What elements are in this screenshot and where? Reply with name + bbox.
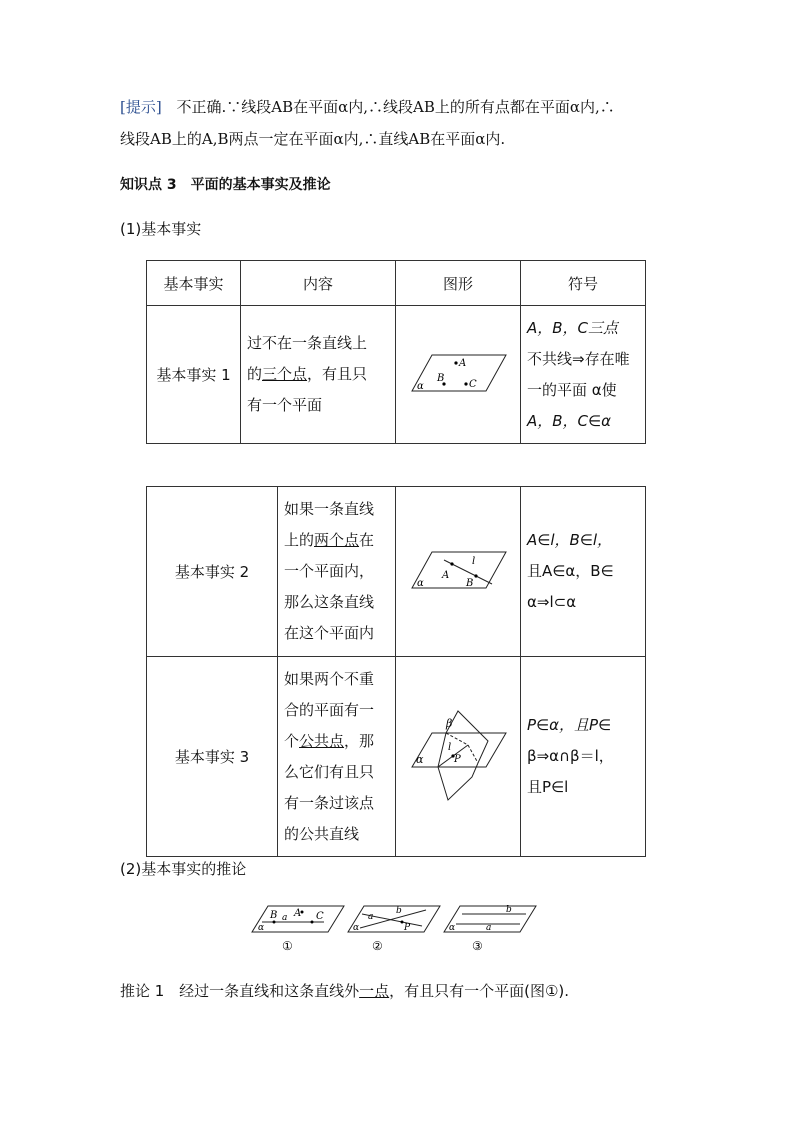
svg-text:a: a [368, 912, 374, 922]
plane-three-points-figure [408, 351, 508, 395]
symbol-line: A∈l，B∈l， [527, 531, 613, 549]
content-line: 个公共点，那 [284, 731, 375, 750]
svg-text:l: l [448, 741, 452, 753]
corollary-1 [120, 980, 569, 1001]
corollary-figure-2 [348, 906, 440, 953]
section-title: 知识点 3 平面的基本事实及推论 [120, 177, 331, 193]
content-line: 如果两个不重 [284, 669, 375, 688]
table-row [147, 657, 646, 857]
fact-3-figure [396, 657, 521, 857]
corollary-figure-3 [444, 905, 536, 953]
fact-1-figure [396, 306, 521, 444]
symbol-line: A，B，C三点 [527, 318, 619, 337]
hint-line-2: 线段AB上的A,B两点一定在平面α内,∴直线AB在平面α内. [120, 130, 506, 148]
basic-facts-table-2 [146, 486, 646, 857]
svg-text:α: α [353, 923, 360, 933]
corollary-figures [250, 900, 540, 956]
svg-text:B: B [270, 910, 278, 921]
svg-text:a: a [282, 913, 288, 923]
symbol-line: P∈α，且P∈ [527, 716, 612, 734]
content-line: 合的平面有一 [284, 700, 375, 719]
table-header-row [147, 261, 646, 306]
svg-text:α: α [416, 752, 424, 766]
svg-text:α: α [258, 923, 265, 933]
svg-text:B: B [466, 577, 474, 589]
svg-text:A: A [459, 357, 467, 369]
fact-2-symbol [521, 487, 646, 657]
symbol-line: 且A∈α，B∈ [527, 562, 614, 580]
corollary-1-text-end: ，有且只有一个平面(图①). [389, 982, 570, 1000]
svg-text:③: ③ [472, 939, 483, 953]
svg-text:②: ② [372, 939, 383, 953]
fact-1-name: 基本事实 1 [147, 306, 241, 444]
fact-2-figure [396, 487, 521, 657]
part2-title: (2)基本事实的推论 [120, 860, 247, 878]
content-line: 过不在一条直线上 [247, 334, 368, 352]
fact-1-symbol [521, 306, 646, 444]
svg-text:B: B [437, 372, 445, 384]
fact-3-content [278, 657, 396, 857]
content-line: 有一条过该点 [284, 793, 375, 812]
content-line: 一个平面内， [284, 562, 375, 580]
table-row [147, 306, 646, 444]
basic-facts-table-1 [146, 260, 646, 444]
header-figure: 图形 [396, 261, 521, 306]
corollary-1-underlined: 一点 [359, 982, 390, 1000]
header-content: 内容 [241, 261, 396, 306]
hint-text-1: 不正确.∵线段AB在平面α内,∴线段AB上的所有点都在平面α内,∴ [176, 98, 615, 116]
header-symbol: 符号 [521, 261, 646, 306]
svg-text:A: A [442, 569, 450, 581]
svg-text:l: l [472, 555, 476, 567]
svg-text:①: ① [282, 939, 293, 953]
content-line: 上的两个点在 [284, 531, 375, 549]
two-planes-figure [408, 705, 508, 805]
symbol-line: 不共线⇒存在唯 [527, 349, 630, 368]
svg-text:α: α [449, 923, 456, 933]
table-row [147, 487, 646, 657]
fact-2-content [278, 487, 396, 657]
symbol-line: A，B，C∈α [527, 411, 611, 430]
hint-tag: [提示] [120, 98, 162, 116]
fact-1-content [241, 306, 396, 444]
header-name: 基本事实 [147, 261, 241, 306]
corollary-1-label: 推论 1 [120, 982, 165, 1000]
fact-2-name: 基本事实 2 [147, 487, 278, 657]
svg-text:b: b [506, 905, 512, 915]
svg-text:α: α [417, 380, 424, 392]
svg-text:β: β [446, 716, 453, 730]
content-line: 那么这条直线 [284, 593, 375, 611]
hint-line-1 [120, 96, 615, 117]
fact-3-name: 基本事实 3 [147, 657, 278, 857]
svg-text:P: P [454, 753, 461, 765]
svg-text:b: b [396, 906, 402, 916]
content-line: 有一个平面 [247, 396, 323, 414]
content-line: 的公共直线 [284, 824, 360, 843]
svg-text:A: A [294, 908, 302, 919]
corollary-figure-1 [252, 906, 344, 953]
svg-text:C: C [469, 378, 477, 390]
symbol-line: 且P∈l [527, 778, 569, 796]
svg-text:a: a [486, 923, 492, 933]
content-line: 么它们有且只 [284, 762, 375, 781]
content-line: 如果一条直线 [284, 500, 375, 518]
plane-line-figure [408, 548, 508, 592]
corollary-1-text: 经过一条直线和这条直线外 [179, 982, 360, 1000]
fact-3-symbol [521, 657, 646, 857]
svg-text:P: P [404, 923, 411, 933]
symbol-line: β⇒α∩β＝l， [527, 747, 614, 765]
svg-text:α: α [417, 577, 424, 589]
underlined-term: 三个点 [262, 365, 308, 383]
part1-title: (1)基本事实 [120, 220, 202, 238]
symbol-line: 一的平面 α使 [527, 380, 617, 399]
content-line: 的三个点，有且只 [247, 365, 368, 383]
content-line: 在这个平面内 [284, 624, 375, 642]
svg-text:C: C [316, 911, 324, 922]
symbol-line: α⇒l⊂α [527, 593, 577, 611]
